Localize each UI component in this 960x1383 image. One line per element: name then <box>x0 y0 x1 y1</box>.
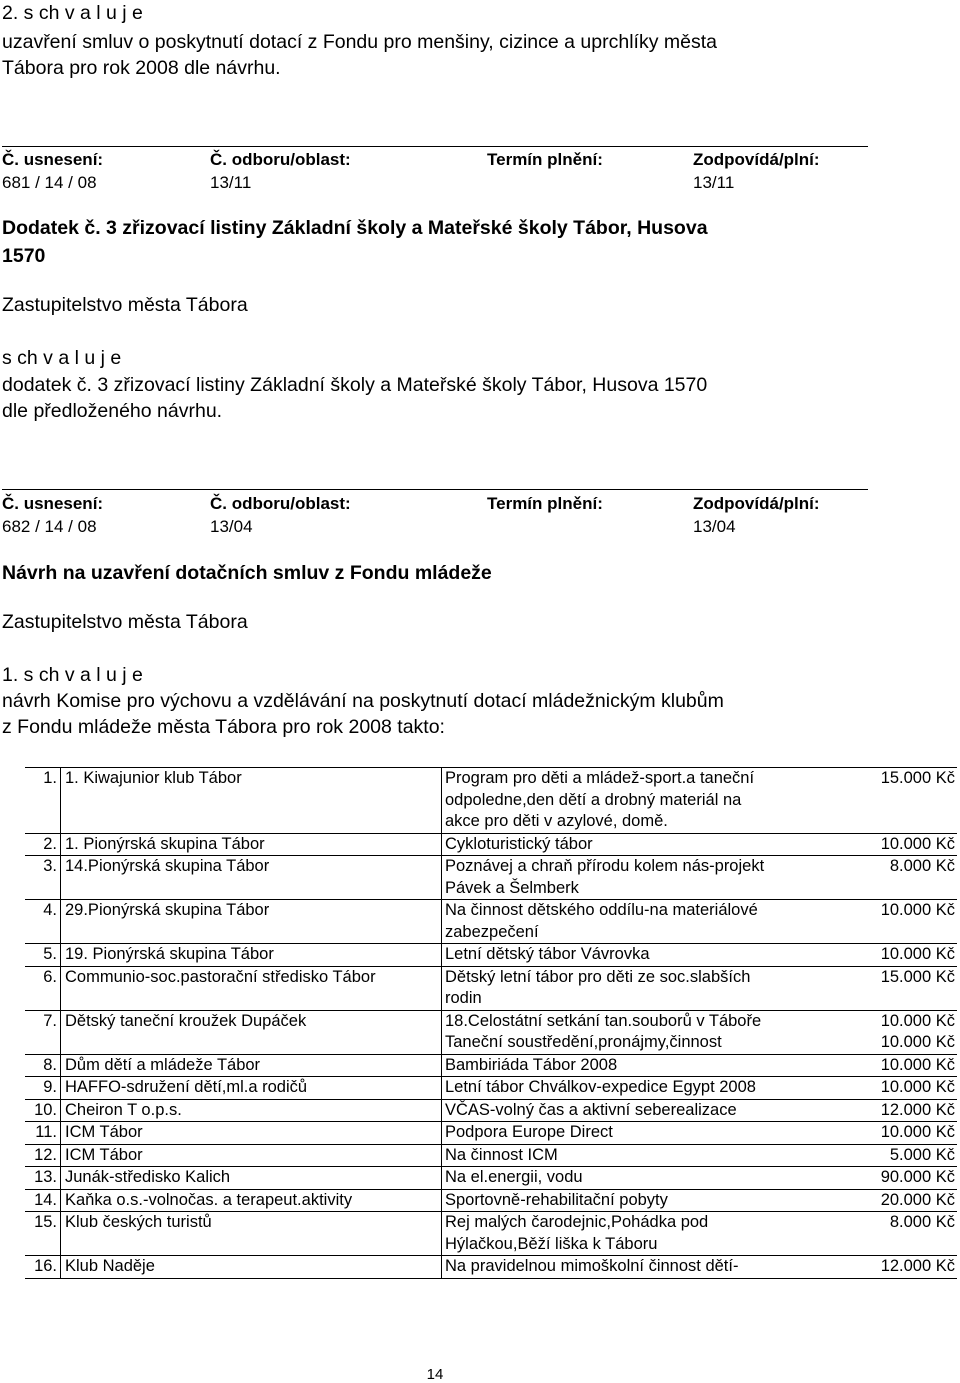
grant-project-line: VČAS-volný čas a aktivní seberealizace <box>445 1100 737 1119</box>
grant-project-line: Pávek a Šelmberk <box>445 878 579 897</box>
grant-number: 2. <box>25 833 61 856</box>
decision-2-heading: 2. s ch v a l u j e <box>2 2 143 24</box>
grant-amount <box>847 1054 957 1077</box>
resolution-action: 1. s ch v a l u j e <box>2 664 143 686</box>
grant-amount-line: 10.000 Kč <box>880 1033 955 1051</box>
grant-project <box>442 1167 848 1190</box>
grant-amount <box>847 1099 957 1122</box>
grant-number: 6. <box>25 966 61 1010</box>
grants-table <box>25 767 957 1279</box>
grant-organization: Klub Naděje <box>61 1256 442 1279</box>
responsible-value: 13/11 <box>693 173 735 192</box>
grant-number: 5. <box>25 944 61 967</box>
grant-project <box>442 944 848 967</box>
table-row <box>25 900 957 944</box>
table-row <box>25 1212 957 1256</box>
grant-amount-line: 15.000 Kč <box>880 769 955 787</box>
resolution-body: Zastupitelstvo města Tábora <box>2 611 248 633</box>
grant-amount-line: 12.000 Kč <box>880 1257 955 1275</box>
grant-number: 16. <box>25 1256 61 1279</box>
resolution-text-line2: z Fondu mládeže města Tábora pro rok 2008 takto: <box>2 716 445 738</box>
grant-project <box>442 833 848 856</box>
grant-number: 8. <box>25 1054 61 1077</box>
grant-organization: Cheiron T o.p.s. <box>61 1099 442 1122</box>
grant-project-line: odpoledne,den dětí a drobný materiál na <box>445 790 742 809</box>
grant-project-line: Na el.energii, vodu <box>445 1168 583 1186</box>
table-row <box>25 856 957 900</box>
resolution-text-line1: návrh Komise pro výchovu a vzdělávání na poskytnutí dotací mládežnickým klubům <box>2 690 724 712</box>
grant-organization: Junák-středisko Kalich <box>61 1167 442 1190</box>
grant-project-line: akce pro děti v azylové, domě. <box>445 812 668 830</box>
table-row <box>25 1099 957 1122</box>
resolution-number: 682 / 14 / 08 <box>2 517 97 536</box>
grant-number: 7. <box>25 1010 61 1054</box>
grant-organization: 1. Kiwajunior klub Tábor <box>61 768 442 834</box>
grant-amount-line: 10.000 Kč <box>880 1055 955 1074</box>
grant-amount <box>847 856 957 900</box>
grant-amount <box>847 1212 957 1256</box>
grant-project <box>442 1144 848 1167</box>
table-row <box>25 944 957 967</box>
grant-amount-line: 10.000 Kč <box>880 1078 955 1096</box>
grant-project-line: Podpora Europe Direct <box>445 1123 613 1141</box>
grant-amount-line: 15.000 Kč <box>880 967 955 986</box>
resolution-number: 681 / 14 / 08 <box>2 173 97 192</box>
grant-number: 12. <box>25 1144 61 1167</box>
table-row <box>25 1167 957 1190</box>
resolution-title-line1: Dodatek č. 3 zřizovací listiny Základní školy a Mateřské školy Tábor, Husova <box>2 217 708 239</box>
header-rule <box>2 489 868 490</box>
grant-number: 4. <box>25 900 61 944</box>
grant-project-line: Sportovně-rehabilitační pobyty <box>445 1190 668 1209</box>
table-row <box>25 833 957 856</box>
grant-organization: 29.Pionýrská skupina Tábor <box>61 900 442 944</box>
department-value: 13/04 <box>210 517 253 536</box>
grant-amount <box>847 1144 957 1167</box>
grant-number: 9. <box>25 1077 61 1100</box>
table-row <box>25 1077 957 1100</box>
grant-amount <box>847 768 957 834</box>
grant-number: 15. <box>25 1212 61 1256</box>
table-row <box>25 1122 957 1145</box>
grant-number: 10. <box>25 1099 61 1122</box>
grant-amount-line: 10.000 Kč <box>880 945 955 963</box>
grant-number: 1. <box>25 768 61 834</box>
grant-number: 11. <box>25 1122 61 1145</box>
grant-project <box>442 856 848 900</box>
grant-amount <box>847 833 957 856</box>
decision-2-text-line1: uzavření smluv o poskytnutí dotací z Fondu pro menšiny, cizince a uprchlíky města <box>2 31 717 53</box>
grant-amount <box>847 966 957 1010</box>
table-row <box>25 966 957 1010</box>
grant-project-line: 18.Celostátní setkání tan.souborů v Táboře <box>445 1011 762 1030</box>
responsible-value: 13/04 <box>693 517 736 536</box>
grant-organization: 14.Pionýrská skupina Tábor <box>61 856 442 900</box>
table-row <box>25 1189 957 1212</box>
grant-amount <box>847 944 957 967</box>
grant-amount <box>847 900 957 944</box>
grant-organization: Kaňka o.s.-volnočas. a terapeut.aktivity <box>61 1189 442 1212</box>
grant-project-line: Hýlačkou,Běží liška k Táboru <box>445 1234 658 1253</box>
grant-project-line: Letní dětský tábor Vávrovka <box>445 945 650 963</box>
header-resolution-label: Č. usnesení: <box>2 494 104 513</box>
grant-amount <box>847 1189 957 1212</box>
grant-project <box>442 1256 848 1279</box>
grant-amount-line: 12.000 Kč <box>880 1100 955 1119</box>
header-responsible-label: Zodpovídá/plní: <box>693 494 820 513</box>
grant-project-line: Dětský letní tábor pro děti ze soc.slabších <box>445 967 751 986</box>
header-resolution-label: Č. usnesení: <box>2 150 104 169</box>
grant-amount <box>847 1077 957 1100</box>
page-number: 14 <box>426 1366 444 1383</box>
table-row <box>25 1010 957 1054</box>
grant-amount-line: 10.000 Kč <box>880 901 955 919</box>
grant-amount-line: 5.000 Kč <box>889 1145 955 1164</box>
grant-amount-line: 8.000 Kč <box>889 1213 955 1231</box>
grant-project <box>442 1212 848 1256</box>
resolution-body: Zastupitelstvo města Tábora <box>2 294 248 316</box>
table-row <box>25 1054 957 1077</box>
grant-project-line: Na činnost ICM <box>445 1145 558 1164</box>
header-deadline-label: Termín plnění: <box>487 494 603 513</box>
grant-project <box>442 1099 848 1122</box>
grant-project <box>442 1077 848 1100</box>
department-value: 13/11 <box>210 173 252 192</box>
decision-2-text-line2: Tábora pro rok 2008 dle návrhu. <box>2 57 281 79</box>
grant-project-line: Taneční soustředění,pronájmy,činnost <box>445 1033 722 1051</box>
grant-project <box>442 1054 848 1077</box>
grant-number: 13. <box>25 1167 61 1190</box>
grant-project-line: Poznávej a chraň přírodu kolem nás-projekt <box>445 857 765 875</box>
resolution-text-line2: dle předloženého návrhu. <box>2 400 223 422</box>
grant-organization: 19. Pionýrská skupina Tábor <box>61 944 442 967</box>
grant-project-line: Bambiriáda Tábor 2008 <box>445 1055 618 1074</box>
header-department-label: Č. odboru/oblast: <box>210 494 351 513</box>
grant-organization: 1. Pionýrská skupina Tábor <box>61 833 442 856</box>
grant-organization: Dům dětí a mládeže Tábor <box>61 1054 442 1077</box>
grant-project-line: rodin <box>445 989 482 1007</box>
table-row <box>25 768 957 834</box>
grant-project-line: zabezpečení <box>445 922 539 941</box>
grant-number: 3. <box>25 856 61 900</box>
grant-amount-line: 8.000 Kč <box>889 857 955 875</box>
table-row <box>25 1256 957 1279</box>
grant-project-line: Cykloturistický tábor <box>445 834 593 853</box>
grant-amount-line: 10.000 Kč <box>880 834 955 853</box>
grant-project-line: Rej malých čarodejnic,Pohádka pod <box>445 1213 709 1231</box>
resolution-action: s ch v a l u j e <box>2 347 122 369</box>
resolution-text-line1: dodatek č. 3 zřizovací listiny Základní školy a Mateřské školy Tábor, Husova 1570 <box>2 374 708 396</box>
grant-organization: Communio-soc.pastorační středisko Tábor <box>61 966 442 1010</box>
grant-amount-line: 10.000 Kč <box>880 1011 955 1030</box>
grant-amount <box>847 1256 957 1279</box>
grant-project <box>442 1122 848 1145</box>
header-rule <box>2 146 868 147</box>
grant-project <box>442 900 848 944</box>
grant-project-line: Na pravidelnou mimoškolní činnost dětí- <box>445 1257 739 1275</box>
grant-organization: Klub českých turistů <box>61 1212 442 1256</box>
table-row <box>25 1144 957 1167</box>
header-responsible-label: Zodpovídá/plní: <box>693 150 820 169</box>
header-deadline-label: Termín plnění: <box>487 150 603 169</box>
grant-project <box>442 1010 848 1054</box>
grant-project-line: Na činnost dětského oddílu-na materiálové <box>445 901 758 919</box>
grant-organization: ICM Tábor <box>61 1144 442 1167</box>
grant-amount <box>847 1122 957 1145</box>
resolution-title-line2: 1570 <box>2 245 46 267</box>
grant-project <box>442 966 848 1010</box>
grant-amount-line: 20.000 Kč <box>880 1190 955 1209</box>
grant-number: 14. <box>25 1189 61 1212</box>
grant-project <box>442 1189 848 1212</box>
grant-amount-line: 90.000 Kč <box>880 1168 955 1186</box>
grant-amount <box>847 1167 957 1190</box>
grant-amount <box>847 1010 957 1054</box>
grant-organization: HAFFO-sdružení dětí,ml.a rodičů <box>61 1077 442 1100</box>
grant-amount-line: 10.000 Kč <box>880 1123 955 1141</box>
grant-project-line: Letní tábor Chválkov-expedice Egypt 2008 <box>445 1078 756 1096</box>
resolution-title: Návrh na uzavření dotačních smluv z Fondu mládeže <box>2 562 492 584</box>
grant-project-line: Program pro děti a mládež-sport.a taneční <box>445 769 755 787</box>
grant-organization: ICM Tábor <box>61 1122 442 1145</box>
grant-organization: Dětský taneční kroužek Dupáček <box>61 1010 442 1054</box>
header-department-label: Č. odboru/oblast: <box>210 150 351 169</box>
grant-project <box>442 768 848 834</box>
